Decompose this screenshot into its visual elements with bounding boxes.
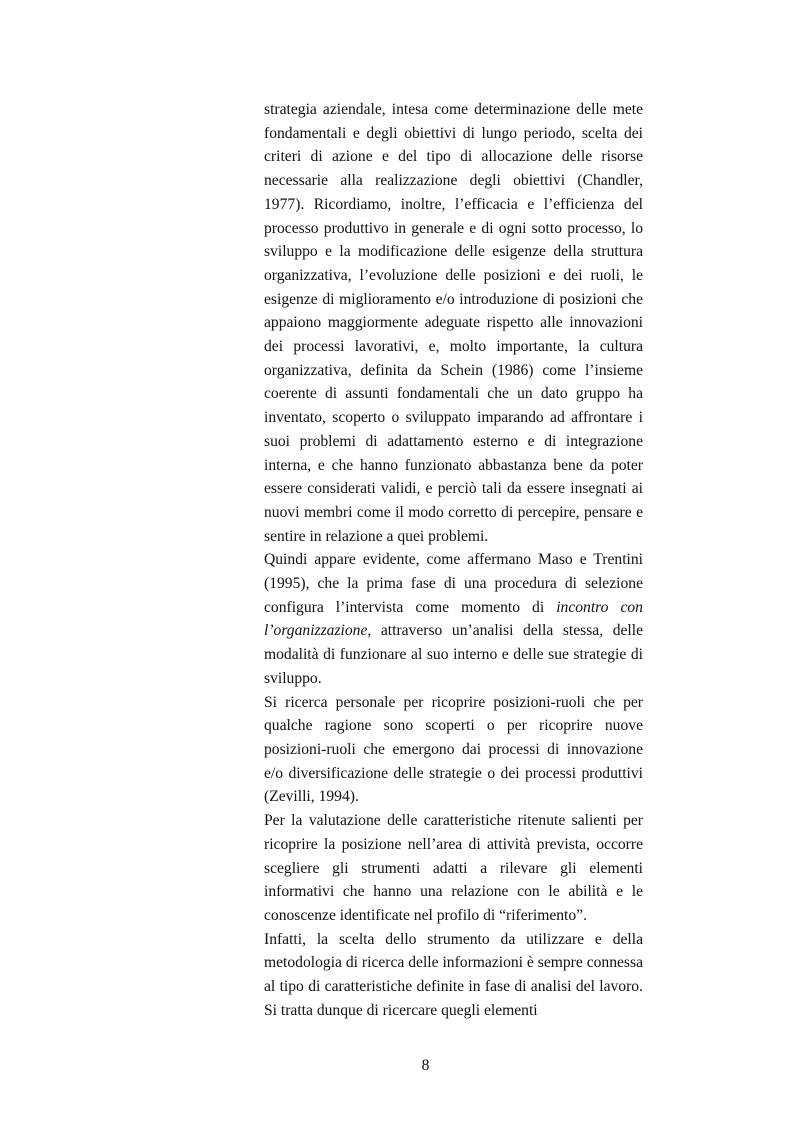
paragraph-3 — [264, 691, 643, 810]
paragraph-3-text: Si ricerca personale per ricoprire posizioni-ruoli che per qualche ragione sono scoperti o per ricoprire nuove posizioni-ruoli che emergono dai processi di innovazione e/o diversificazione delle strategie o dei processi produttivi (Zevilli, 1994). — [264, 693, 643, 806]
paragraph-2 — [264, 548, 643, 690]
paragraph-2-text-end: , attraverso un’analisi della stessa, delle modalità di funzionare al suo interno e delle sue strategie di sviluppo. — [264, 622, 643, 687]
paragraph-1 — [264, 98, 643, 548]
paragraph-2-italic-phrase: incontro con l’organizzazione — [264, 598, 643, 640]
body-text — [264, 98, 643, 1022]
paragraph-5-text: Infatti, la scelta dello strumento da utilizzare e della metodologia di ricerca delle informazioni è sempre connessa al tipo di caratteristiche definite in fase di analisi del lavoro. Si tratta dunque di ricercare quegli elementi — [264, 930, 643, 1019]
paragraph-4-text: Per la valutazione delle caratteristiche ritenute salienti per ricoprire la posizione nell’area di attività prevista, occorre scegliere gli strumenti adatti a rilevare gli elementi informativi che hanno una relazione con le abilità e le conoscenze identificate nel profilo di “riferimento”. — [264, 812, 643, 924]
paragraph-4 — [264, 809, 643, 928]
page-number: 8 — [421, 1057, 430, 1074]
paragraph-1-text: strategia aziendale, intesa come determinazione delle mete fondamentali e degli obiettivi di lungo periodo, scelta dei criteri di azione e del tipo di allocazione delle risorse necessarie alla realizzazione degli obiettivi (Chandler, 1977). Ricordiamo, inoltre, l’efficacia e l’efficienza del processo produttivo in generale e di ogni sotto processo, lo sviluppo e la modificazione delle esigenze della struttura organizzativa, l’evoluzione delle posizioni e dei ruoli, le esigenze di miglioramento e/o introduzione di posizioni che appaiono maggiormente adeguate rispetto alle innovazioni dei processi lavorativi, e, molto importante, la cultura organizzativa, definita da Schein (1986) come l’insieme coerente di assunti fondamentali che un dato gruppo ha inventato, scoperto o sviluppato imparando ad affrontare i suoi problemi di adattamento esterno e di integrazione interna, e che hanno funzionato abbastanza bene da poter essere considerati validi, e perciò tali da essere insegnati ai nuovi membri come il modo corretto di percepire, pensare e sentire in relazione a quei problemi. — [264, 101, 643, 545]
paragraph-5 — [264, 928, 643, 1023]
paragraph-2-text-start: Quindi appare evidente, come affermano Maso e Trentini (1995), che la prima fase di una procedura di selezione configura l’intervista come momento di — [264, 551, 643, 616]
